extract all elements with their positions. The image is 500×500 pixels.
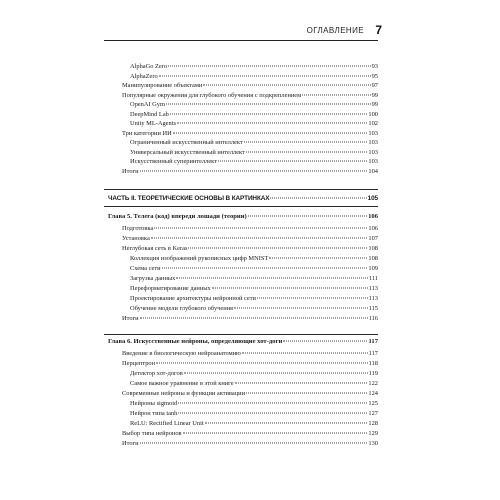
- dot-leader: [188, 247, 367, 248]
- toc-entry-page: 95: [371, 72, 378, 80]
- dot-leader: [183, 432, 368, 433]
- toc-entry-page: 103: [368, 148, 378, 156]
- toc-entry-page: 106: [368, 213, 378, 220]
- dot-leader: [178, 402, 367, 403]
- dot-leader: [246, 151, 368, 152]
- dot-leader: [140, 317, 368, 318]
- toc-entry-object-manipulation: [122, 81, 378, 91]
- toc-entry-modern-neurons: [122, 389, 378, 399]
- toc-entry-title: AlphaGo Zero: [130, 63, 168, 70]
- toc-entry-shallow-network: [122, 244, 378, 254]
- dot-leader: [154, 227, 367, 228]
- toc-entry-title: Итоги: [122, 439, 139, 447]
- toc-entry-title: Проектирование архитектуры нейронной сети: [130, 294, 256, 302]
- toc-entry-title: DeepMind Lab: [130, 110, 169, 118]
- dot-leader: [302, 94, 370, 95]
- toc-entry-perceptron: [122, 359, 378, 369]
- toc-entry-page: 125: [368, 399, 378, 407]
- dot-leader: [246, 392, 367, 393]
- toc-entry-page: 122: [368, 379, 378, 387]
- toc-entry-superintelligence: [130, 157, 378, 167]
- toc-entry-mnist: [130, 254, 378, 264]
- toc-entry-title: Популярные окружения для глубокого обучения с подкреплением: [122, 91, 302, 99]
- toc-entry-page: 124: [368, 389, 378, 397]
- toc-entry-title: Итоги: [122, 167, 139, 175]
- toc-entry-title: ЧАСТЬ II. ТЕОРЕТИЧЕСКИЕ ОСНОВЫ В КАРТИНКАХ: [108, 194, 270, 202]
- dot-leader: [156, 362, 368, 363]
- toc-entry-page: 104: [368, 167, 378, 175]
- toc-entry-title: Схема сети: [130, 264, 161, 272]
- toc-entry-title: OpenAI Gym: [130, 101, 165, 108]
- toc-entry-deepmind-lab: [130, 110, 378, 120]
- dot-leader: [235, 382, 368, 383]
- toc-entry-neuroanatomy: [122, 349, 378, 359]
- toc-entry-title: Неглубокая сеть в Keras: [122, 244, 188, 252]
- toc-entry-title: Введение в биологическую нейроанатомию: [122, 349, 241, 357]
- toc-entry-summary: [122, 439, 378, 449]
- toc-entry-title: Современные нейроны и функции активации: [122, 389, 246, 397]
- toc-entry-title: Глава 5. Телега (код) впереди лошади (теории): [108, 213, 247, 220]
- toc-entry-title: Установка: [122, 234, 150, 242]
- toc-entry-neuron-choice: [122, 429, 378, 439]
- toc-entry-page: 97: [371, 82, 378, 89]
- toc-entry-page: 113: [368, 284, 378, 292]
- toc-entry-popular-environments: [122, 91, 378, 101]
- toc-entry-title: Выбор типа нейронов: [122, 429, 182, 437]
- toc-entry-page: 107: [368, 234, 378, 242]
- toc-entry-chapter-6: [108, 337, 378, 347]
- running-header-title: ОГЛАВЛЕНИЕ: [306, 26, 364, 35]
- toc-entry-page: 99: [371, 101, 378, 108]
- toc-entry-page: 128: [368, 419, 378, 427]
- toc-entry-title: Самое важное уравнение в этой книге: [130, 379, 234, 387]
- toc-entry-page: 115: [368, 304, 378, 312]
- toc-entry-title: Нейроны sigmoid: [130, 399, 178, 407]
- toc-entry-preparation: [122, 224, 378, 234]
- toc-entry-page: 117: [368, 337, 378, 345]
- dot-leader: [212, 287, 368, 288]
- toc-entry-page: 99: [371, 91, 378, 99]
- dot-leader: [173, 132, 368, 133]
- toc-entry-alphazero: [130, 72, 378, 82]
- dot-leader: [269, 257, 367, 258]
- toc-entry-summary: [122, 314, 378, 324]
- toc-entry-title: Обучение модели глубокого обучения: [130, 304, 233, 312]
- dot-leader: [244, 142, 368, 143]
- toc-entry-page: 109: [368, 264, 378, 272]
- toc-entry-architecture-design: [130, 294, 378, 304]
- toc-entry-title: Универсальный искусственный интеллект: [130, 148, 245, 156]
- toc-entry-model-training: [130, 304, 378, 314]
- dot-leader: [257, 297, 368, 298]
- toc-entry-page: 111: [368, 274, 378, 282]
- toc-entry-page: 103: [368, 158, 378, 165]
- toc-entry-title: Подготовка: [122, 224, 154, 232]
- toc-entry-hotdog-detector: [130, 369, 378, 379]
- dot-leader: [283, 340, 367, 341]
- dot-leader: [270, 197, 366, 198]
- toc-entry-loading-data: [130, 274, 378, 284]
- toc-entry-title: Нейрон типа tanh: [130, 409, 178, 417]
- toc-entry-page: 106: [368, 224, 378, 232]
- dot-leader: [140, 442, 368, 443]
- toc-entry-title: Три категории ИИ: [122, 129, 172, 137]
- toc-entry-title: AlphaZero: [130, 72, 158, 80]
- toc-entry-summary: [122, 167, 378, 177]
- dot-leader: [168, 66, 371, 67]
- toc-entry-reformatting-data: [130, 284, 378, 294]
- toc-entry-sigmoid: [130, 399, 378, 409]
- toc-entry-installation: [122, 234, 378, 244]
- dot-leader: [205, 422, 368, 423]
- toc-entry-title: Загрузка данных: [130, 274, 176, 282]
- dot-leader: [242, 352, 368, 353]
- toc-entry-page: 102: [368, 120, 378, 127]
- toc-entry-page: 108: [368, 254, 378, 262]
- dot-leader: [178, 412, 367, 413]
- toc-entry-title: Детектор хот-догов: [130, 369, 183, 377]
- toc-entry-most-important-equation: [130, 379, 378, 389]
- toc-entry-page: 119: [368, 369, 378, 377]
- part-rule-bottom: [104, 206, 378, 207]
- toc-entry-page: 130: [368, 439, 378, 447]
- toc-entry-title: Переформатирование данных: [130, 284, 211, 292]
- dot-leader: [248, 216, 367, 217]
- toc-entry-title: Коллекция изображений рукописных цифр MNIST: [130, 254, 269, 262]
- dot-leader: [151, 237, 368, 238]
- toc-entry-page: 100: [368, 110, 378, 118]
- toc-entry-unity-ml-agents: [130, 119, 378, 129]
- part-rule-top: [104, 189, 378, 190]
- dot-leader: [159, 75, 371, 76]
- toc-entry-openai-gym: [130, 100, 378, 110]
- toc-entry-title: Перцептрон: [122, 359, 156, 367]
- toc-entry-title: Unity ML-Agents: [130, 120, 176, 127]
- toc-entry-tanh: [130, 409, 378, 419]
- dot-leader: [218, 161, 367, 162]
- dot-leader: [177, 123, 367, 124]
- toc-entry-title: Итоги: [122, 314, 139, 322]
- toc-entry-general-ai: [130, 148, 378, 158]
- toc-entry-narrow-ai: [130, 138, 378, 148]
- dot-leader: [170, 113, 368, 114]
- toc-entry-page: 108: [368, 244, 378, 252]
- toc-entry-page: 116: [368, 314, 378, 322]
- page-number: 7: [375, 23, 382, 37]
- toc-entry-chapter-5: [108, 212, 378, 222]
- toc-entry-title: ReLU: Rectified Linear Unit: [130, 419, 204, 427]
- toc-entry-page: 118: [368, 359, 378, 367]
- dot-leader: [162, 267, 368, 268]
- toc-entry-page: 129: [368, 429, 378, 437]
- toc-entry-title: Ограниченный искусственный интеллект: [130, 139, 243, 146]
- dot-leader: [166, 104, 371, 105]
- dot-leader: [176, 277, 368, 278]
- toc-entry-page: 113: [368, 294, 378, 302]
- toc-entry-part-2: [108, 194, 378, 204]
- chapter-rule: [104, 334, 378, 335]
- toc-entry-relu: [130, 419, 378, 429]
- toc-entry-page: 105: [367, 194, 378, 202]
- toc-entry-title: Манипулирование объектами: [122, 82, 203, 89]
- toc-entry-title: Искусственный суперинтеллект: [130, 158, 217, 165]
- toc-entry-three-categories: [122, 129, 378, 139]
- toc-entry-title: Глава 6. Искусственные нейроны, определяющие хот-доги: [108, 337, 283, 345]
- dot-leader: [184, 372, 368, 373]
- toc-entry-page: 93: [371, 63, 378, 70]
- toc-entry-page: 103: [368, 139, 378, 146]
- toc-entry-alphago-zero: [130, 62, 378, 72]
- dot-leader: [203, 85, 370, 86]
- dot-leader: [234, 307, 368, 308]
- toc-entry-page: 103: [368, 129, 378, 137]
- toc-entry-page: 117: [368, 349, 378, 357]
- dot-leader: [140, 170, 368, 171]
- toc-entry-network-diagram: [130, 264, 378, 274]
- toc-entry-page: 127: [368, 409, 378, 417]
